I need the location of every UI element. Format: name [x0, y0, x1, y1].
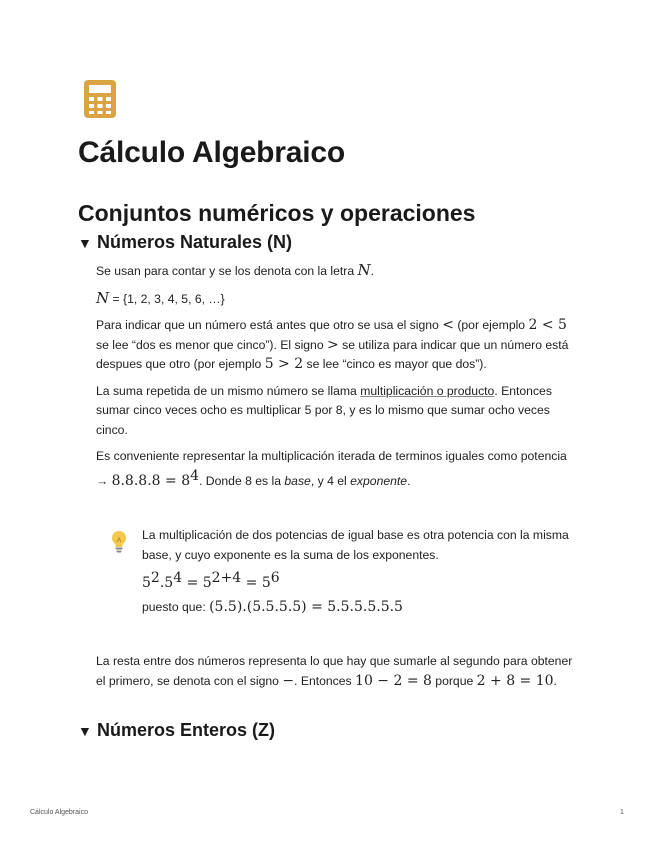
paragraph: La suma repetida de un mismo número se llama multiplicación o producto. Entonces sumar cinco veces ocho es multiplicar 5 por 8, y es lo mismo que sumar ocho veces cinco.: [96, 383, 552, 437]
paragraph: Para indicar que un número está antes que otro se usa el signo < (por ejemplo 2 < 5 se lee “dos es menor que cinco”). El signo > se utiliza para indicar que un número está despues que otro (por ejemplo 5 > 2 se lee “cinco es mayor que dos”).: [96, 317, 569, 372]
toggle-heading: Números Enteros (Z): [97, 720, 276, 740]
triangle-down-icon[interactable]: ▼: [78, 234, 92, 251]
lightbulb-icon: [110, 530, 128, 554]
toggle-content-naturales: [96, 261, 580, 491]
paragraph: Se usan para contar y se los denota con la letra N.: [96, 261, 375, 279]
callout-formula: $5^2.5^4 = 5^{2+4} = 5^6$: [142, 570, 280, 592]
footer-title: Cálculo Algebraico: [30, 809, 88, 816]
toggle-heading: Números Naturales (N): [97, 232, 293, 252]
paragraph: Es conveniente representar la multiplicación iterada de terminos iguales como potencia → $8.8.8.8 = 8^4$. Donde 8 es la base, y 4 el exponente.: [96, 449, 567, 489]
toggle-numeros-naturales[interactable]: [78, 232, 292, 253]
multiplicacion-link[interactable]: multiplicación o producto: [360, 383, 495, 398]
calculator-icon: [84, 80, 116, 118]
callout-proof: puesto que: (5.5).(5.5.5.5) = 5.5.5.5.5.5: [142, 598, 403, 615]
paragraph: La resta entre dos números representa lo que hay que sumarle al segundo para obtener el primero, se denota con el signo −. Entonces 10 − 2 = 8 porque 2 + 8 = 10.: [96, 654, 573, 689]
toggle-content-naturales-end: [96, 652, 580, 691]
paragraph: N = {1, 2, 3, 4, 5, 6, …}: [96, 288, 225, 307]
toggle-numeros-enteros[interactable]: [78, 720, 275, 741]
callout-text: La multiplicación de dos potencias de igual base es otra potencia con la misma base, y cuyo exponente es la suma de los exponentes.: [142, 528, 569, 562]
triangle-down-icon[interactable]: ▼: [78, 722, 92, 739]
section-title: Conjuntos numéricos y operaciones: [78, 200, 476, 226]
page-title: Cálculo Algebraico: [78, 136, 346, 169]
callout: [96, 520, 580, 628]
page-number: 1: [620, 809, 624, 816]
